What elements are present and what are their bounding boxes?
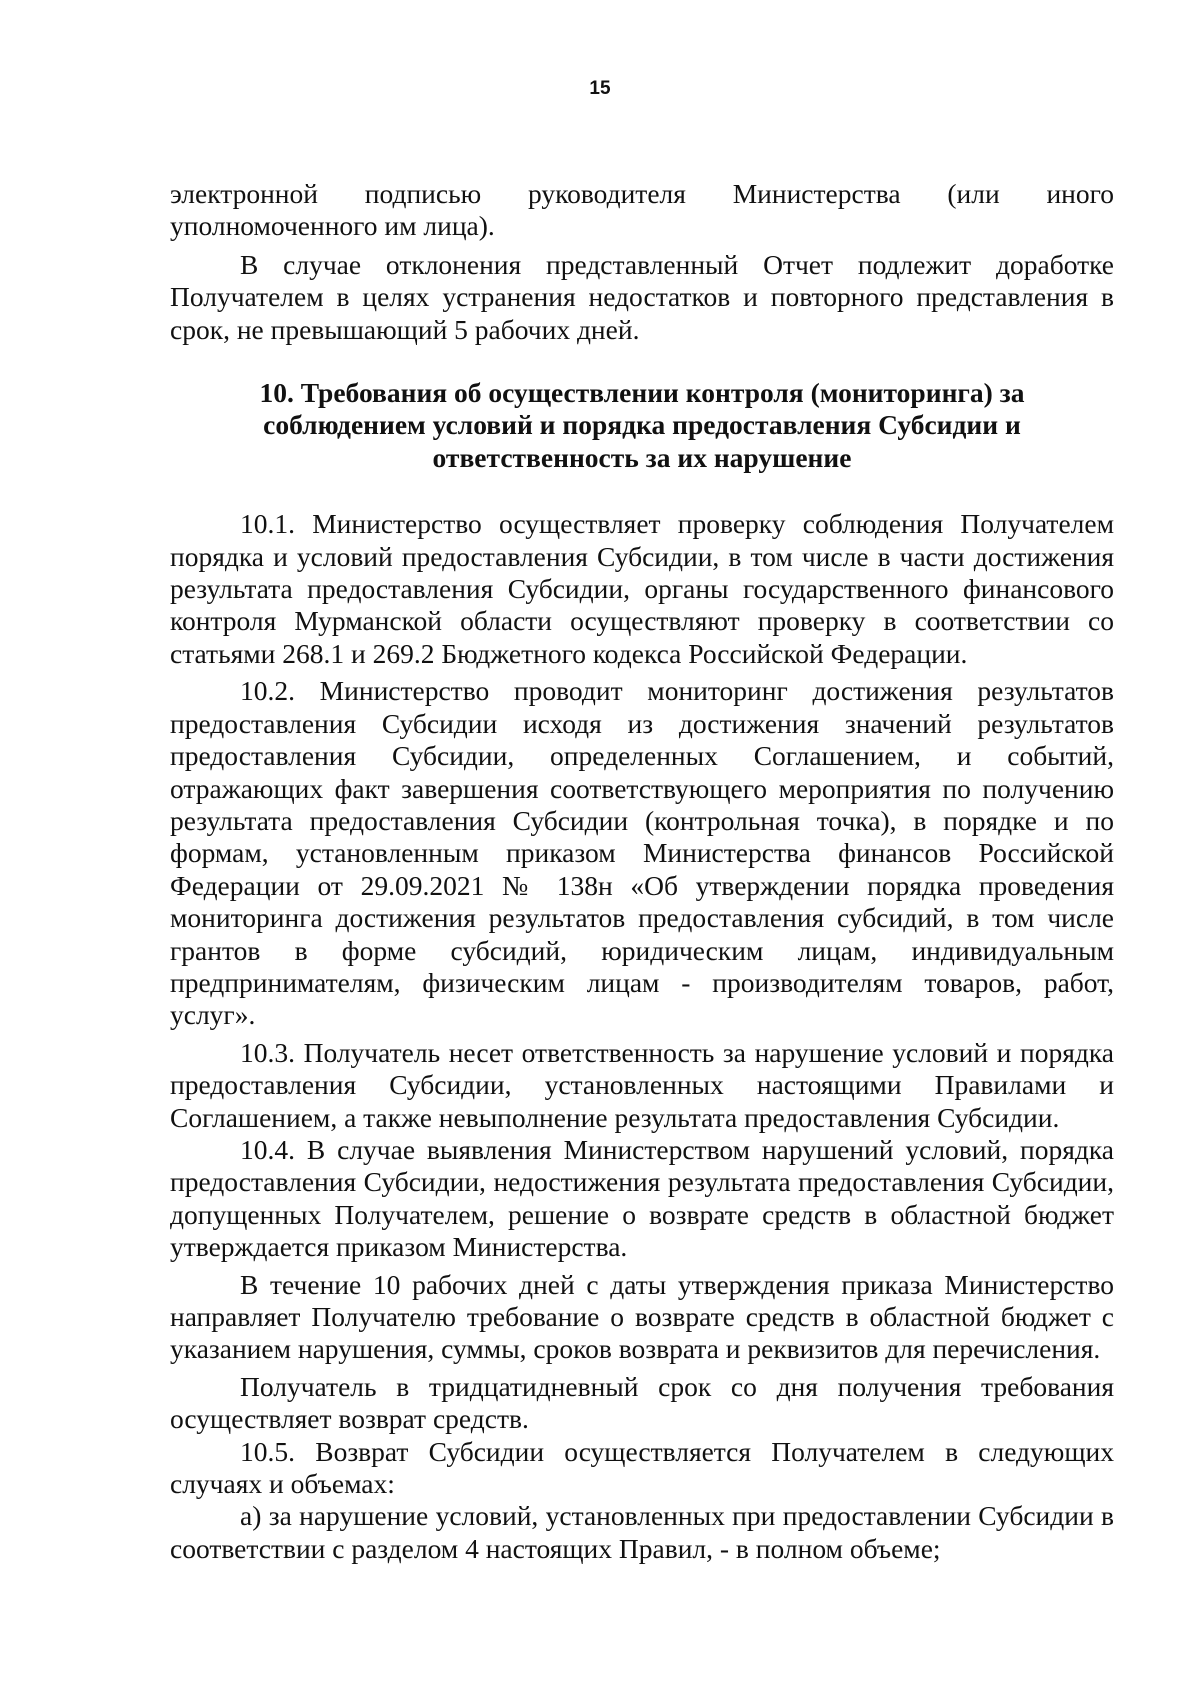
section-heading-line: соблюдением условий и порядка предоставления Субсидии и (263, 409, 1021, 441)
paragraph-rejection: В случае отклонения представленный Отчет подлежит доработке Получателем в целях устранения недостатков и повторного представления в срок, не превышающий 5 рабочих дней. (170, 248, 1114, 345)
page-number: 15 (589, 78, 611, 99)
paragraph-return-term: Получатель в тридцатидневный срок со дня получения требования осуществляет возврат средств. (170, 1370, 1114, 1435)
document-body (170, 178, 1114, 1565)
clause-10-1: 10.1. Министерство осуществляет проверку соблюдения Получателем порядка и условий предоставления Субсидии, в том числе в части достижения результата предоставления Субсидии, органы государственного финансового контроля Мурманской области осуществляют проверку в соответствии со статьями 268.1 и 269.2 Бюджетного кодекса Российской Федерации. (170, 508, 1114, 669)
clause-10-3: 10.3. Получатель несет ответственность за нарушение условий и порядка предоставления Субсидии, установленных настоящими Правилами и Соглашением, а также невыполнение результата предоставления Субсидии. (170, 1036, 1114, 1133)
section-heading-line: ответственность за их нарушение (432, 441, 852, 473)
clause-10-5-a: а) за нарушение условий, установленных при предоставлении Субсидии в соответствии с разделом 4 настоящих Правил, - в полном объеме; (170, 1500, 1114, 1564)
paragraph-return-demand: В течение 10 рабочих дней с даты утверждения приказа Министерство направляет Получателю требование о возврате средств в областной бюджет с указанием нарушения, суммы, сроков возврата и реквизитов для перечисления. (170, 1268, 1114, 1365)
clause-10-5: 10.5. Возврат Субсидии осуществляется Получателем в следующих случаях и объемах: (170, 1435, 1114, 1500)
paragraph-continuation: электронной подписью руководителя Министерства (или иного уполномоченного им лица). (170, 178, 1114, 242)
clause-10-4: 10.4. В случае выявления Министерством нарушений условий, порядка предоставления Субсидии, недостижения результата предоставления Субсидии, допущенных Получателем, решение о возврате средств в областной бюджет утверждается приказом Министерства. (170, 1133, 1114, 1263)
clause-10-2: 10.2. Министерство проводит мониторинг достижения результатов предоставления Субсидии исходя из достижения значений результатов предоставления Субсидии, определенных Соглашением, и событий, отражающих факт завершения соответствующего мероприятия по получению результата предоставления Субсидии (контрольная точка), в порядке и по формам, установленным приказом Министерства финансов Российской Федерации от 29.09.2021 № 138н «Об утверждении порядка проведения мониторинга достижения результатов предоставления субсидий, в том числе грантов в форме субсидий, юридическим лицам, индивидуальным предпринимателям, физическим лицам - производителям товаров, работ, услуг». (170, 675, 1114, 1031)
section-heading (170, 377, 1114, 474)
section-heading-line: 10. Требования об осуществлении контроля (мониторинга) за (259, 377, 1025, 409)
